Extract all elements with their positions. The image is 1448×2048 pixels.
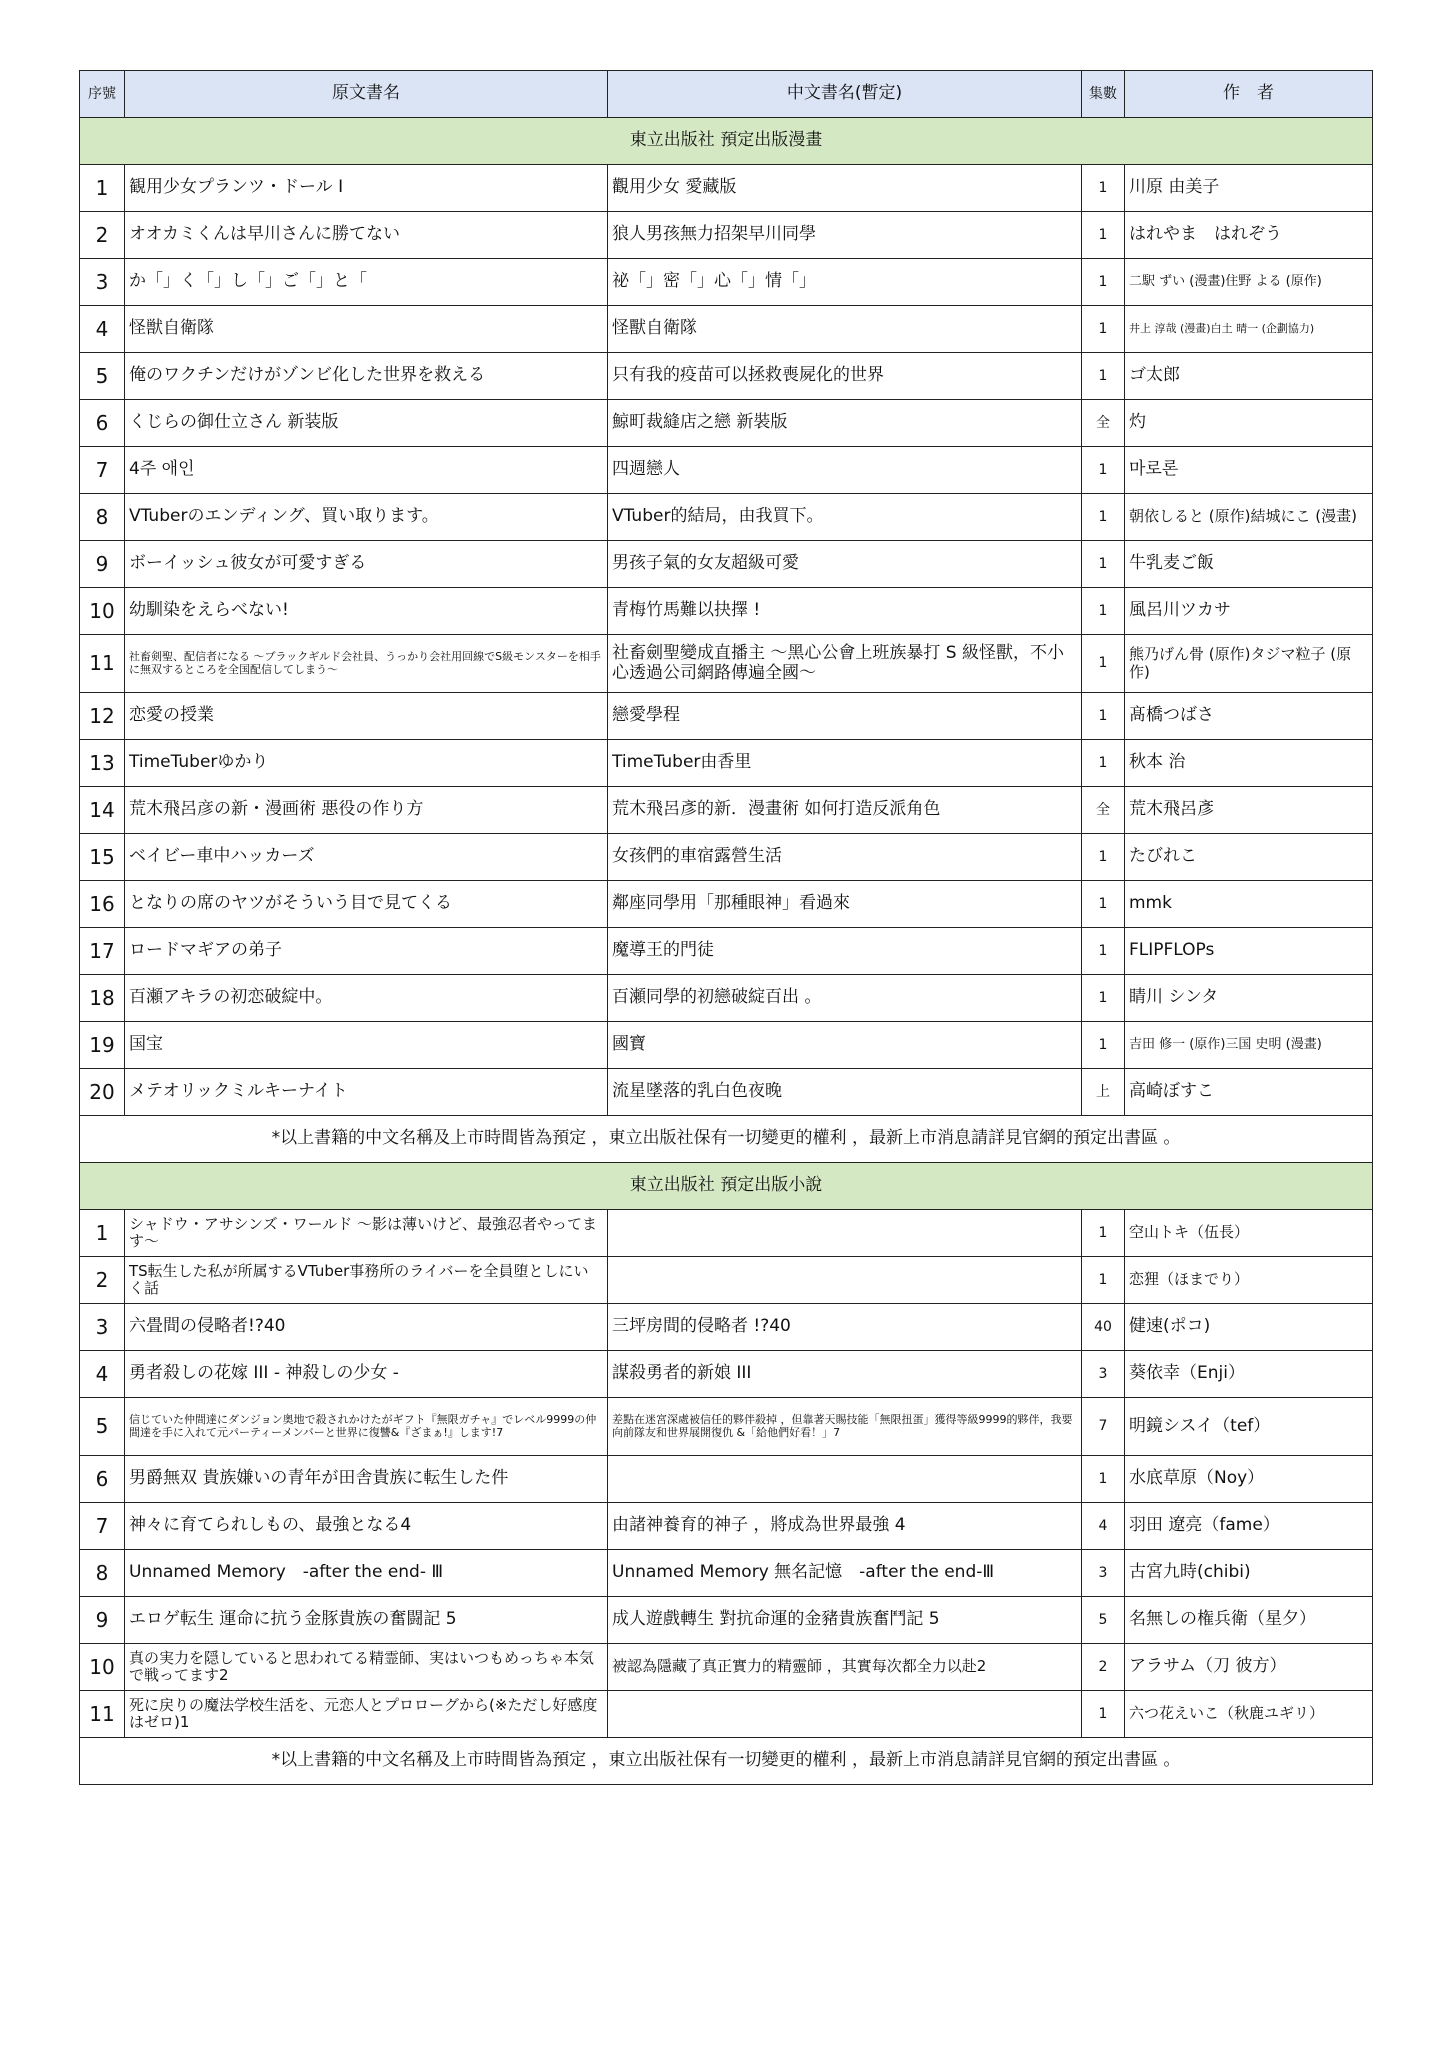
volume-number: 7 bbox=[1082, 1398, 1125, 1456]
original-title: 荒木飛呂彦の新・漫画術 悪役の作り方 bbox=[125, 787, 608, 834]
header-author: 作 者 bbox=[1125, 71, 1373, 118]
volume-number: 1 bbox=[1082, 306, 1125, 353]
author-name: ゴ太郎 bbox=[1125, 353, 1373, 400]
chinese-title: 社畜劍聖變成直播主 ～黑心公會上班族暴打 S 級怪獸，不小心透過公司網路傳遍全國～ bbox=[608, 635, 1082, 693]
original-title: 4주 애인 bbox=[125, 447, 608, 494]
table-row bbox=[80, 1550, 1373, 1597]
row-number: 9 bbox=[80, 541, 125, 588]
original-title: シャドウ・アサシンズ・ワールド ～影は薄いけど、最強忍者やってます～ bbox=[125, 1210, 608, 1257]
table-row bbox=[80, 834, 1373, 881]
table-row bbox=[80, 588, 1373, 635]
author-name: 空山トキ（伍長） bbox=[1125, 1210, 1373, 1257]
row-number: 5 bbox=[80, 353, 125, 400]
original-title: となりの席のヤツがそういう目で見てくる bbox=[125, 881, 608, 928]
author-name: 牛乳麦ご飯 bbox=[1125, 541, 1373, 588]
row-number: 14 bbox=[80, 787, 125, 834]
author-name: 羽田 遼亮（fame） bbox=[1125, 1503, 1373, 1550]
original-title: 神々に育てられしもの、最強となる4 bbox=[125, 1503, 608, 1550]
volume-number: 1 bbox=[1082, 1691, 1125, 1738]
volume-number: 3 bbox=[1082, 1550, 1125, 1597]
row-number: 15 bbox=[80, 834, 125, 881]
table-row bbox=[80, 447, 1373, 494]
header-chinese-title: 中文書名(暫定) bbox=[608, 71, 1082, 118]
chinese-title: 祕「」密「」心「」情「」 bbox=[608, 259, 1082, 306]
disclaimer-note bbox=[80, 1738, 1373, 1785]
chinese-title: 荒木飛呂彥的新．漫畫術 如何打造反派角色 bbox=[608, 787, 1082, 834]
row-number: 18 bbox=[80, 975, 125, 1022]
row-number: 12 bbox=[80, 693, 125, 740]
row-number: 7 bbox=[80, 1503, 125, 1550]
table-row bbox=[80, 1069, 1373, 1116]
chinese-title: 狼人男孩無力招架早川同學 bbox=[608, 212, 1082, 259]
table-row bbox=[80, 1022, 1373, 1069]
author-name: 風呂川ツカサ bbox=[1125, 588, 1373, 635]
original-title: 怪獣自衛隊 bbox=[125, 306, 608, 353]
chinese-title: 三坪房間的侵略者 !?40 bbox=[608, 1304, 1082, 1351]
volume-number: 1 bbox=[1082, 353, 1125, 400]
table-row bbox=[80, 1304, 1373, 1351]
chinese-title: 戀愛學程 bbox=[608, 693, 1082, 740]
chinese-title: 鄰座同學用「那種眼神」看過來 bbox=[608, 881, 1082, 928]
row-number: 1 bbox=[80, 1210, 125, 1257]
manga-section-header bbox=[80, 118, 1373, 165]
disclaimer-text: *以上書籍的中文名稱及上市時間皆為預定 ，東立出版社保有一切變更的權利 ，最新上市消息請詳見官網的預定出書區 。 bbox=[80, 1738, 1373, 1785]
volume-number: 4 bbox=[1082, 1503, 1125, 1550]
author-name: mmk bbox=[1125, 881, 1373, 928]
volume-number: 5 bbox=[1082, 1597, 1125, 1644]
disclaimer-note bbox=[80, 1116, 1373, 1163]
author-name: 水底草原（Noy） bbox=[1125, 1456, 1373, 1503]
original-title: くじらの御仕立さん 新装版 bbox=[125, 400, 608, 447]
original-title: 信じていた仲間達にダンジョン奥地で殺されかけたがギフト『無限ガチャ』でレベル9999の仲間達を手に入れて元パーティーメンバーと世界に復讐&『ざまぁ!』します!7 bbox=[125, 1398, 608, 1456]
volume-number: 1 bbox=[1082, 975, 1125, 1022]
volume-number: 1 bbox=[1082, 1257, 1125, 1304]
table-row bbox=[80, 693, 1373, 740]
author-name: 六つ花えいこ（秋鹿ユギリ） bbox=[1125, 1691, 1373, 1738]
chinese-title: 被認為隱藏了真正實力的精靈師 ，其實每次都全力以赴2 bbox=[608, 1644, 1082, 1691]
table-row bbox=[80, 1351, 1373, 1398]
chinese-title: 青梅竹馬難以抉擇 ! bbox=[608, 588, 1082, 635]
author-name: 秋本 治 bbox=[1125, 740, 1373, 787]
chinese-title: 男孩子氣的女友超級可愛 bbox=[608, 541, 1082, 588]
volume-number: 1 bbox=[1082, 494, 1125, 541]
volume-number: 1 bbox=[1082, 740, 1125, 787]
row-number: 13 bbox=[80, 740, 125, 787]
chinese-title bbox=[608, 1691, 1082, 1738]
table-row bbox=[80, 881, 1373, 928]
author-name: 熊乃げん骨 (原作)タジマ粒子 (原作) bbox=[1125, 635, 1373, 693]
row-number: 11 bbox=[80, 1691, 125, 1738]
volume-number: 1 bbox=[1082, 447, 1125, 494]
header-no: 序號 bbox=[80, 71, 125, 118]
chinese-title: VTuber的結局，由我買下。 bbox=[608, 494, 1082, 541]
chinese-title: 百瀬同學的初戀破綻百出 。 bbox=[608, 975, 1082, 1022]
table-row bbox=[80, 1691, 1373, 1738]
volume-number: 1 bbox=[1082, 541, 1125, 588]
chinese-title bbox=[608, 1210, 1082, 1257]
novel-section-header bbox=[80, 1163, 1373, 1210]
disclaimer-text: *以上書籍的中文名稱及上市時間皆為預定 ，東立出版社保有一切變更的權利 ，最新上市消息請詳見官網的預定出書區 。 bbox=[80, 1116, 1373, 1163]
header-row bbox=[80, 71, 1373, 118]
row-number: 2 bbox=[80, 1257, 125, 1304]
original-title: 社畜剣聖、配信者になる ～ブラックギルド会社員、うっかり会社用回線でS級モンスターを相手に無双するところを全国配信してしまう～ bbox=[125, 635, 608, 693]
table-row bbox=[80, 1456, 1373, 1503]
original-title: 死に戻りの魔法学校生活を、元恋人とプロローグから(※ただし好感度はゼロ)1 bbox=[125, 1691, 608, 1738]
original-title: 六畳間の侵略者!?40 bbox=[125, 1304, 608, 1351]
original-title: ボーイッシュ彼女が可愛すぎる bbox=[125, 541, 608, 588]
table-row bbox=[80, 306, 1373, 353]
author-name: 恋狸（ほまでり） bbox=[1125, 1257, 1373, 1304]
chinese-title: 怪獸自衛隊 bbox=[608, 306, 1082, 353]
original-title: 真の実力を隠していると思われてる精霊師、実はいつもめっちゃ本気で戦ってます2 bbox=[125, 1644, 608, 1691]
table-row bbox=[80, 635, 1373, 693]
row-number: 16 bbox=[80, 881, 125, 928]
original-title: 男爵無双 貴族嫌いの青年が田舎貴族に転生した件 bbox=[125, 1456, 608, 1503]
table-row bbox=[80, 353, 1373, 400]
table-row bbox=[80, 494, 1373, 541]
row-number: 10 bbox=[80, 588, 125, 635]
chinese-title: 流星墜落的乳白色夜晚 bbox=[608, 1069, 1082, 1116]
author-name: 朝依しると (原作)結城にこ (漫畫) bbox=[1125, 494, 1373, 541]
author-name: 明鏡シスイ（tef） bbox=[1125, 1398, 1373, 1456]
author-name: はれやま はれぞう bbox=[1125, 212, 1373, 259]
volume-number: 1 bbox=[1082, 1210, 1125, 1257]
original-title: オオカミくんは早川さんに勝てない bbox=[125, 212, 608, 259]
chinese-title bbox=[608, 1456, 1082, 1503]
row-number: 11 bbox=[80, 635, 125, 693]
table-row bbox=[80, 1398, 1373, 1456]
chinese-title: 四週戀人 bbox=[608, 447, 1082, 494]
original-title: 俺のワクチンだけがゾンビ化した世界を救える bbox=[125, 353, 608, 400]
author-name: 川原 由美子 bbox=[1125, 165, 1373, 212]
volume-number: 全 bbox=[1082, 787, 1125, 834]
chinese-title: 只有我的疫苗可以拯救喪屍化的世界 bbox=[608, 353, 1082, 400]
chinese-title: 鯨町裁縫店之戀 新裝版 bbox=[608, 400, 1082, 447]
author-name: 健速(ポコ) bbox=[1125, 1304, 1373, 1351]
row-number: 4 bbox=[80, 1351, 125, 1398]
row-number: 20 bbox=[80, 1069, 125, 1116]
table-row bbox=[80, 541, 1373, 588]
original-title: メテオリックミルキーナイト bbox=[125, 1069, 608, 1116]
table-row bbox=[80, 975, 1373, 1022]
row-number: 4 bbox=[80, 306, 125, 353]
row-number: 5 bbox=[80, 1398, 125, 1456]
table-row bbox=[80, 165, 1373, 212]
original-title: 観用少女プランツ・ドール Ⅰ bbox=[125, 165, 608, 212]
volume-number: 1 bbox=[1082, 834, 1125, 881]
table-row bbox=[80, 740, 1373, 787]
original-title: エロゲ転生 運命に抗う金豚貴族の奮闘記 5 bbox=[125, 1597, 608, 1644]
author-name: FLIPFLOPs bbox=[1125, 928, 1373, 975]
chinese-title: 差點在迷宮深處被信任的夥伴殺掉 ，但靠著天賜技能「無限扭蛋」獲得等級9999的夥伴，我要向前隊友和世界展開復仇 &「給他們好看！」7 bbox=[608, 1398, 1082, 1456]
author-name: 葵依幸（Enji） bbox=[1125, 1351, 1373, 1398]
author-name: 睛川 シンタ bbox=[1125, 975, 1373, 1022]
author-name: 吉田 修一 (原作)三国 史明 (漫畫) bbox=[1125, 1022, 1373, 1069]
volume-number: 上 bbox=[1082, 1069, 1125, 1116]
row-number: 17 bbox=[80, 928, 125, 975]
row-number: 2 bbox=[80, 212, 125, 259]
chinese-title: 成人遊戲轉生 對抗命運的金豬貴族奮鬥記 5 bbox=[608, 1597, 1082, 1644]
table-row bbox=[80, 928, 1373, 975]
author-name: 髙橋つばさ bbox=[1125, 693, 1373, 740]
volume-number: 1 bbox=[1082, 165, 1125, 212]
original-title: ベイビー車中ハッカーズ bbox=[125, 834, 608, 881]
chinese-title bbox=[608, 1257, 1082, 1304]
volume-number: 40 bbox=[1082, 1304, 1125, 1351]
author-name: たびれこ bbox=[1125, 834, 1373, 881]
chinese-title: 謀殺勇者的新娘 III bbox=[608, 1351, 1082, 1398]
volume-number: 3 bbox=[1082, 1351, 1125, 1398]
section-title: 東立出版社 預定出版漫畫 bbox=[80, 118, 1373, 165]
table-row bbox=[80, 400, 1373, 447]
volume-number: 1 bbox=[1082, 635, 1125, 693]
original-title: 国宝 bbox=[125, 1022, 608, 1069]
header-volume: 集數 bbox=[1082, 71, 1125, 118]
volume-number: 1 bbox=[1082, 259, 1125, 306]
header-original-title: 原文書名 bbox=[125, 71, 608, 118]
row-number: 6 bbox=[80, 1456, 125, 1503]
row-number: 3 bbox=[80, 1304, 125, 1351]
original-title: TimeTuberゆかり bbox=[125, 740, 608, 787]
section-title: 東立出版社 預定出版小說 bbox=[80, 1163, 1373, 1210]
volume-number: 1 bbox=[1082, 1456, 1125, 1503]
volume-number: 1 bbox=[1082, 881, 1125, 928]
volume-number: 1 bbox=[1082, 588, 1125, 635]
chinese-title: 觀用少女 愛藏版 bbox=[608, 165, 1082, 212]
original-title: 恋愛の授業 bbox=[125, 693, 608, 740]
original-title: 百瀬アキラの初恋破綻中。 bbox=[125, 975, 608, 1022]
volume-number: 1 bbox=[1082, 928, 1125, 975]
author-name: アラサム（刀 彼方） bbox=[1125, 1644, 1373, 1691]
original-title: VTuberのエンディング、買い取ります。 bbox=[125, 494, 608, 541]
row-number: 9 bbox=[80, 1597, 125, 1644]
original-title: Unnamed Memory -after the end- Ⅲ bbox=[125, 1550, 608, 1597]
chinese-title: 魔導王的門徒 bbox=[608, 928, 1082, 975]
chinese-title: Unnamed Memory 無名記憶 -after the end-Ⅲ bbox=[608, 1550, 1082, 1597]
chinese-title: TimeTuber由香里 bbox=[608, 740, 1082, 787]
chinese-title: 女孩們的車宿露營生活 bbox=[608, 834, 1082, 881]
row-number: 10 bbox=[80, 1644, 125, 1691]
original-title: ロードマギアの弟子 bbox=[125, 928, 608, 975]
author-name: 마로론 bbox=[1125, 447, 1373, 494]
publication-schedule-table bbox=[79, 70, 1373, 1785]
volume-number: 全 bbox=[1082, 400, 1125, 447]
original-title: 勇者殺しの花嫁 III - 神殺しの少女 - bbox=[125, 1351, 608, 1398]
table-row bbox=[80, 1644, 1373, 1691]
author-name: 井上 淳哉 (漫畫)白土 晴一 (企劃協力) bbox=[1125, 306, 1373, 353]
volume-number: 1 bbox=[1082, 693, 1125, 740]
chinese-title: 由諸神養育的神子 ，將成為世界最強 4 bbox=[608, 1503, 1082, 1550]
table-row bbox=[80, 259, 1373, 306]
table-row bbox=[80, 1503, 1373, 1550]
row-number: 1 bbox=[80, 165, 125, 212]
row-number: 19 bbox=[80, 1022, 125, 1069]
original-title: か「」く「」し「」ご「」と「 bbox=[125, 259, 608, 306]
volume-number: 1 bbox=[1082, 212, 1125, 259]
table-row bbox=[80, 212, 1373, 259]
original-title: 幼馴染をえらべない! bbox=[125, 588, 608, 635]
author-name: 古宮九時(chibi) bbox=[1125, 1550, 1373, 1597]
chinese-title: 國寶 bbox=[608, 1022, 1082, 1069]
author-name: 荒木飛呂彥 bbox=[1125, 787, 1373, 834]
row-number: 8 bbox=[80, 494, 125, 541]
table-row bbox=[80, 1210, 1373, 1257]
author-name: 高崎ぼすこ bbox=[1125, 1069, 1373, 1116]
table-row bbox=[80, 1597, 1373, 1644]
table-row bbox=[80, 1257, 1373, 1304]
row-number: 7 bbox=[80, 447, 125, 494]
author-name: 名無しの権兵衛（星夕） bbox=[1125, 1597, 1373, 1644]
author-name: 二駅 ずい (漫畫)住野 よる (原作) bbox=[1125, 259, 1373, 306]
table-row bbox=[80, 787, 1373, 834]
volume-number: 2 bbox=[1082, 1644, 1125, 1691]
original-title: TS転生した私が所属するVTuber事務所のライバーを全員堕としにいく話 bbox=[125, 1257, 608, 1304]
row-number: 3 bbox=[80, 259, 125, 306]
row-number: 8 bbox=[80, 1550, 125, 1597]
volume-number: 1 bbox=[1082, 1022, 1125, 1069]
author-name: 灼 bbox=[1125, 400, 1373, 447]
row-number: 6 bbox=[80, 400, 125, 447]
